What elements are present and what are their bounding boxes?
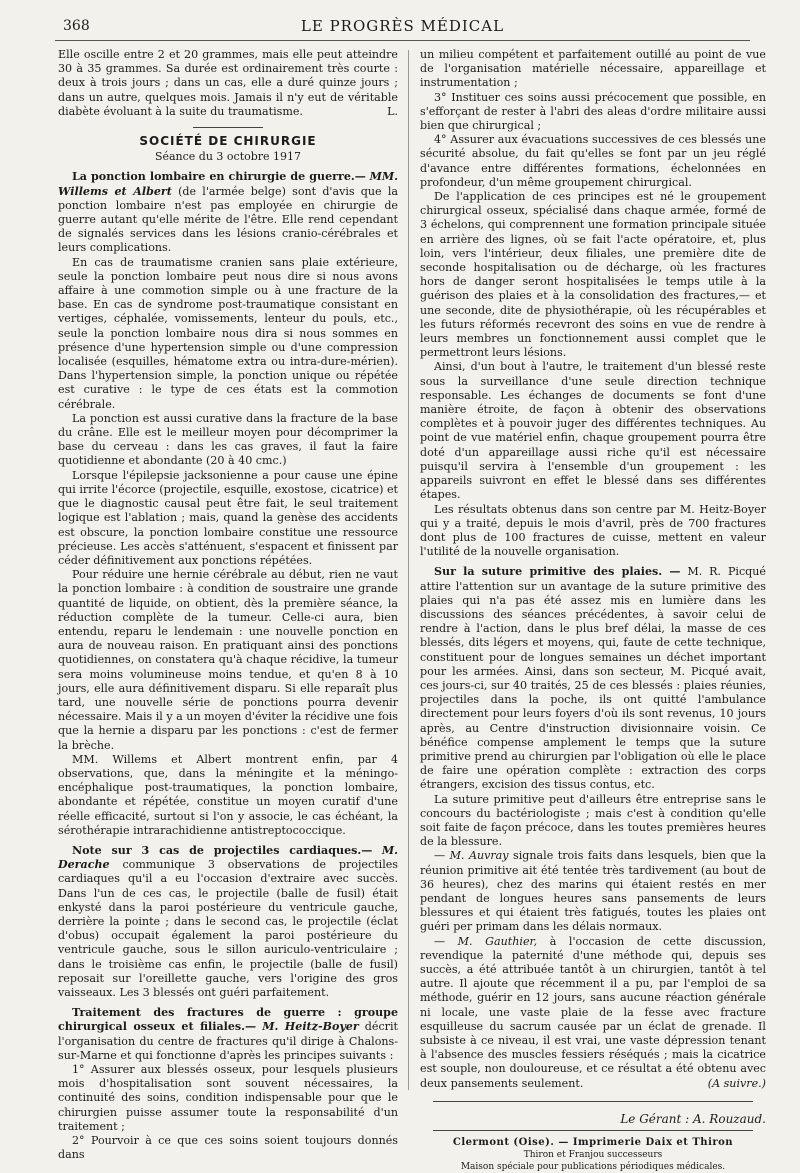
paragraph-ponction: La ponction lombaire en chirurgie de guerre.— MM. Willems et Albert (de l'armée belge) sont d'avis que la ponction lombaire n'est pas employée en chirurgie de guerre autant qu'elle mérite de l'être. Elle rend cependant de signalés services dans les lésions cranio-cérébrales et leurs complications. xyxy=(58,170,399,255)
paragraph-groupement: De l'application de ces principes est né le groupement chirurgical osseux, spécialisé dans chaque armée, formé de 3 échelons, qui comprennent une formation principale située en arrière des lignes, où se fait l'acte opératoire, et, plus loin, vers l'intérieur, deux filiales, une première dite de seconde hospitalisation ou de décharge, où les fractures hors de danger seront hospitalisées le temps utile à la guérison des plaies et à la consolidation des fractures,— et une seconde, dite de physiothérapie, où les récupérables et les futurs réformés recevront des soins en vue de rendre à leurs membres un fonctionnement aussi complet que le permettront leurs lésions. xyxy=(420,190,766,360)
paragraph-traumatisme: En cas de traumatisme cranien sans plaie extérieure, seule la ponction lombaire peut nous dire si nous avons affaire à une commotion simple ou à une fracture de la base. En cas de syndrome post-traumatique consistant en vertiges, céphalée, vomissements, lenteur du pouls, etc., seule la ponction lombaire nous dira si nous sommes en présence d'une hypertension simple ou d'une compression localisée (esquilles, hématome extra ou intra-dure-mérien). Dans l'hypertension simple, la ponction unique ou répétée est curative : le type de ces états est la commotion cérébrale. xyxy=(58,255,398,411)
paragraph-fractures-guerre: Traitement des fractures de guerre : groupe chirurgical osseux et filiales.— M. Heitz-Boyer décrit l'organisation du centre de fractures qu'il dirige à Chalons-sur-Marne et qui fonctionne d'après les principes suivants : xyxy=(58,1006,398,1062)
paragraph-meningite: MM. Willems et Albert montrent enfin, par 4 observations, que, dans la méningite et la méningo-encéphalique post-traumatiques, la ponction lombaire, abondante et répétée, constitue un moyen curatif d'une réelle efficacité, surtout si l'on y associe, le cas échéant, la sérothérapie intrarachidienne antistreptococcique. xyxy=(58,752,398,837)
intro-paragraph: Elle oscille entre 2 et 20 grammes, mais elle peut atteindre 30 à 35 grammes. Sa durée est ordinairement très courte : deux à trois jours ; dans un cas, elle a duré quinze jours ; dans un autre, quelques mois. Jamais il n'y eut de véritable diabète évoluant à la suite du traumatisme. L. xyxy=(58,48,398,118)
printer-line-2: Thiron et Franjou successeurs xyxy=(523,1150,663,1161)
paragraph-bacteriologiste: La suture primitive peut d'ailleurs être entreprise sans le concours du bactériologiste ; mais c'est à condition qu'elle soit faite de façon précoce, dans les toutes premières heures de la blessure. xyxy=(420,792,766,849)
paragraph-epilepsie: Lorsque l'épilepsie jacksonienne a pour cause une épine qui irrite l'écorce (projectile, esquille, exostose, cicatrice) et que le diagnostic causal peut être fait, le seul traitement logique est l'ablation ; mais, quand la genèse des accidents est obscure, la ponction lombaire constitue une ressource précieuse. Les accès s'atténuent, s'espacent et finissent par céder définitivement aux ponctions répétées. xyxy=(58,468,399,567)
footer-rule xyxy=(433,1101,753,1102)
page-header xyxy=(55,14,750,41)
printer-line-3: Maison spéciale pour publications périodiques médicales. xyxy=(460,1162,726,1173)
paragraph-principe-4: 4° Assurer aux évacuations successives de ces blessés une sécurité absolue, du fait qu'elles se font par un jeu réglé d'avance entre différentes formations, échelonnées en profondeur, d'un même groupement chirurgical. xyxy=(420,133,766,189)
paragraph-fracture: La ponction est aussi curative dans la fracture de la base du crâne. Elle est le meilleur moyen pour décomprimer la base du cerveau : dans les cas graves, il faut la faire quotidienne et abondante (20 à 40 cmc.) xyxy=(58,411,398,468)
printer-info xyxy=(420,1137,766,1173)
paragraph-projectiles: Note sur 3 cas de projectiles cardiaques.— M. Derache communique 3 observations de projectiles cardiaques qu'il a eu l'occasion d'extraire avec succès. Dans l'un de ces cas, le projectile (balle de fusil) était enkysté dans la paroi postérieure du ventricule gauche, derrière la pointe ; dans le second cas, le projectile (éclat d'obus) occupait également la paroi postérieure du ventricule gauche, sous le sillon auriculo-ventriculaire ; dans le troisième cas enfin, le projectile (balle de fusil) reposait sur l'oreillette gauche, vers l'origine des gros vaisseaux. Les 3 blessés ont guéri parfaitement. xyxy=(58,843,398,999)
section-rule xyxy=(193,127,263,128)
paragraph-resultats: Les résultats obtenus dans son centre par M. Heitz-Boyer qui y a traité, depuis le mois d'avril, près de 700 fractures dont plus de 100 fractures de cuisse, mettent en valeur l'utilité de la nouvelle organisation. xyxy=(420,502,766,559)
paragraph-gauthier: — M. Gauthier, à l'occasion de cette discussion, revendique la paternité d'une méthode qui, depuis ses succès, a été attribuée tantôt à un chirurgien, tantôt à tel autre. Il ajoute que récemment il a pu, par l'emploi de sa méthode, guérir en 12 jours, sans aucune réaction générale ni locale, une vaste plaie de la fesse avec fracture esquilleuse du sacrum causée par un éclat de grenade. Il subsiste à ce niveau, il est vrai, une vaste dépression tenant à l'absence des muscles fessiers réséqués ; mais la cicatrice est souple, non douloureuse, et ce résultat a été obtenu avec deux pansements seulement. (A suivre.) xyxy=(420,934,767,1090)
paragraph-principe-2: 2° Pourvoir à ce que ces soins soient toujours donnés dans xyxy=(58,1134,398,1162)
paragraph-principe-1: 1° Assurer aux blessés osseux, pour lesquels plusieurs mois d'hospitalisation sont souvent nécessaires, la continuité des soins, condition indispensable pour que le chirurgien puisse assumer toute la responsabilité d'un traitement ; xyxy=(58,1063,398,1133)
printer-rule xyxy=(433,1130,753,1131)
intro-signature: L. xyxy=(387,104,398,118)
gerant-signature: Le Gérant : A. Rouzaud. xyxy=(620,1111,766,1126)
column-divider xyxy=(408,50,409,1090)
section-title: SOCIÉTÉ DE CHIRURGIE xyxy=(139,134,317,149)
paragraph-hernie: Pour réduire une hernie cérébrale au début, rien ne vaut la ponction lombaire : à condition de soustraire une grande quantité de liquide, on obtient, dès la première séance, la réduction complète de la tumeur. Celle-ci aura, bien entendu, reparu le lendemain : une nouvelle ponction en aura de nouveau raison. En pratiquant ainsi des ponctions quotidiennes, on constatera qu'à chaque récidive, la tumeur sera moins volumineuse moins tendue, et qu'en 8 à 10 jours, elle aura définitivement disparu. Si elle reparaît plus tard, une nouvelle série de ponctions pourra devenir nécessaire. Mais il y a un moyen d'éviter la récidive une fois que la hernie a disparu par les ponctions : c'est de fermer la brèche. xyxy=(58,568,398,752)
printer-line-1: Clermont (Oise). — Imprimerie Daix et Thiron xyxy=(452,1137,734,1149)
paragraph-suture: Sur la suture primitive des plaies. — M. R. Picqué attire l'attention sur un avantage de la suture primitive des plaies qui n'a pas été assez mis en lumière dans les discussions des séances précédentes, à savoir celui de rendre à l'action, dans le plus bref délai, la masse de ces blessés, dits légers et moyens, qui, faute de cette technique, constituent pour de longues semaines un déchet important pour les armées. Ainsi, dans son secteur, M. Picqué avait, ces jours-ci, sur 40 traités, 25 de ces blessés : plaies réunies, projectiles dans la poche, ils ont quitté l'ambulance directement pour leurs foyers d'où ils sont revenus, 10 jours après, au Centre d'instruction divisionnaire voisin. Ce bénéfice compense amplement le temps que la suture primitive prend au chirurgien par l'obligation où elle le place de faire une opération complète : extraction des corps étrangers, excision des tissus contus, etc. xyxy=(420,565,766,792)
page-number: 368 xyxy=(63,18,90,34)
paragraph-principe-3: 3° Instituer ces soins aussi précocement que possible, en s'efforçant de rester à l'abri des aleas d'ordre militaire aussi bien que chirurgical ; xyxy=(420,90,766,133)
paragraph-surveillance: Ainsi, d'un bout à l'autre, le traitement d'un blessé reste sous la surveillance d'une seule direction technique responsable. Les échanges de documents se font d'une manière étroite, de façon à obtenir des observations complètes et à pouvoir juger des différentes techniques. Au point de vue matériel enfin, chaque groupement pourra être doté d'un appareillage aussi riche qu'il est nécessaire puisqu'il servira à l'ensemble d'un groupement : les appareils suivront en effet le blessé dans ses différentes étapes. xyxy=(420,360,766,502)
paragraph-milieu: un milieu compétent et parfaitement outillé au point de vue de l'organisation matérielle nécessaire, appareillage et instrumentation ; xyxy=(420,48,766,90)
journal-title: LE PROGRÈS MÉDICAL xyxy=(300,17,505,35)
left-column xyxy=(58,48,398,1162)
right-column xyxy=(420,48,766,1173)
paragraph-auvray: — M. Auvray signale trois faits dans lesquels, bien que la réunion primitive ait été tentée très tardivement (au bout de 36 heures), chez des marins qui étaient restés en mer pendant de longues heures sans pansements de leurs blessures et qui étaient très fatigués, toutes les plaies ont guéri per primam dans les délais normaux. xyxy=(420,849,767,934)
seance-date: Séance du 3 octobre 1917 xyxy=(154,150,302,164)
a-suivre: (A suivre.) xyxy=(707,1076,766,1090)
